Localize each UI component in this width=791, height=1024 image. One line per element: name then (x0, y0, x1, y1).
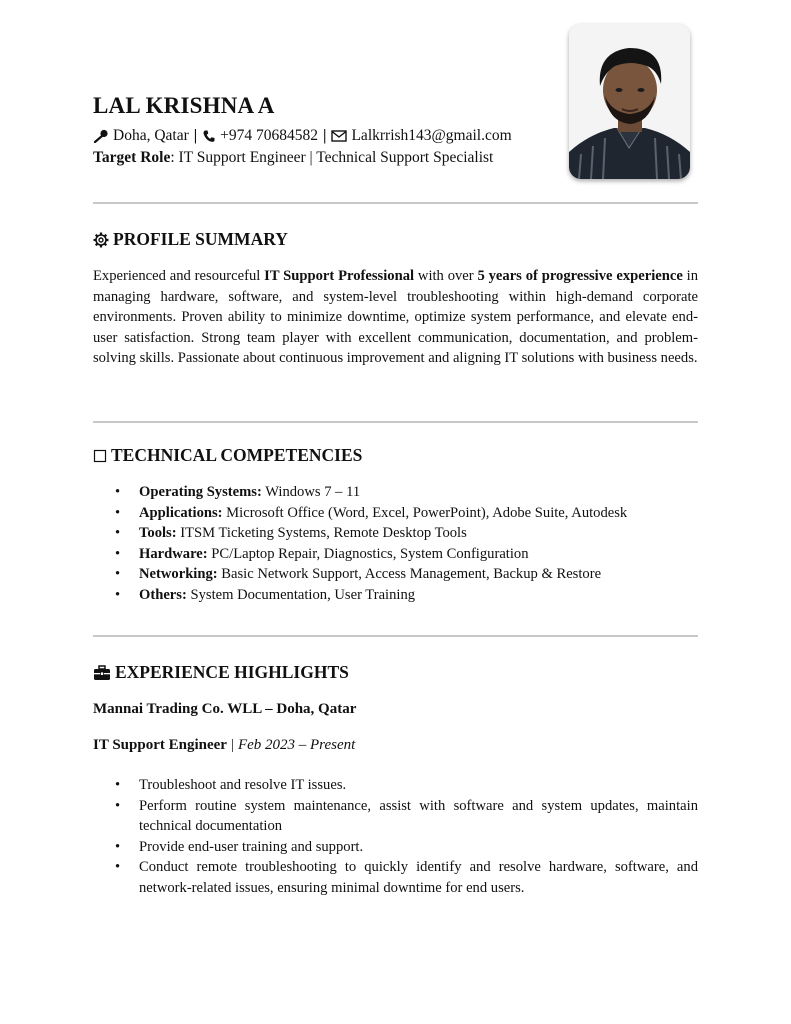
item-label: Applications: (139, 504, 223, 521)
competencies-list (93, 482, 698, 606)
item-label: Tools: (139, 525, 177, 542)
list-item (93, 482, 698, 503)
email-link[interactable]: Lalkrrish143@gmail.com (351, 127, 512, 144)
divider (93, 421, 698, 423)
summary-bold: 5 years of progressive experience (477, 268, 683, 284)
location-pin-icon (93, 129, 109, 143)
location-text: Doha, Qatar (113, 127, 189, 144)
candidate-name: LAL KRISHNA A (93, 93, 275, 118)
divider (93, 202, 698, 204)
target-role-values: : IT Support Engineer | Technical Support Specialist (170, 149, 494, 166)
company-name: Mannai Trading Co. WLL – Doha, Qatar (93, 701, 357, 717)
separator: | (323, 127, 327, 144)
item-label: Hardware: (139, 545, 208, 562)
duties-list (93, 775, 698, 899)
item-value: PC/Laptop Repair, Diagnostics, System Configuration (207, 545, 529, 562)
list-item (93, 544, 698, 565)
list-item (93, 585, 698, 606)
list-item (93, 564, 698, 585)
gear-icon (93, 232, 109, 248)
summary-part: Experienced and resourceful (93, 268, 265, 284)
item-value: Microsoft Office (Word, Excel, PowerPoint), Adobe Suite, Autodesk (222, 504, 628, 521)
phone-text[interactable]: +974 70684582 (220, 127, 319, 144)
section-title-text: EXPERIENCE HIGHLIGHTS (115, 662, 349, 682)
profile-photo (569, 24, 690, 179)
contact-line (93, 127, 512, 145)
summary-part: with over (414, 268, 478, 284)
item-value: ITSM Ticketing Systems, Remote Desktop Tools (176, 525, 467, 542)
item-label: Networking: (139, 566, 218, 583)
section-title-text: TECHNICAL COMPETENCIES (111, 445, 363, 465)
list-item: • Conduct remote troubleshooting to quickly identify and resolve hardware, software, and network-related issues, ensuring minimal downtime for end users. (93, 857, 698, 898)
list-item: • Provide end-user training and support. (93, 837, 698, 858)
experience-highlights-heading (93, 662, 349, 683)
job-title: IT Support Engineer (93, 737, 227, 753)
target-role-line (93, 149, 493, 167)
section-title-text: PROFILE SUMMARY (113, 229, 288, 249)
separator: | (193, 127, 198, 144)
item-value: System Documentation, User Training (186, 586, 416, 603)
phone-icon (202, 129, 216, 143)
profile-summary-heading (93, 229, 288, 250)
item-value: Windows 7 – 11 (261, 484, 361, 500)
item-label: Operating Systems: (139, 484, 262, 500)
job-period: Feb 2023 – Present (237, 737, 356, 753)
item-label: Others: (139, 586, 187, 603)
envelope-icon (331, 130, 347, 142)
item-value: Basic Network Support, Access Management, Backup & Restore (217, 566, 602, 583)
briefcase-icon (93, 665, 111, 681)
profile-photo-illustration (569, 24, 690, 179)
separator: | (230, 737, 234, 753)
list-item: • Perform routine system maintenance, assist with software and system updates, maintain technical documentation (93, 796, 698, 837)
divider (93, 635, 698, 637)
list-item (93, 523, 698, 544)
role-line (93, 737, 355, 754)
empty-box-icon (93, 449, 107, 463)
profile-summary-text (93, 266, 698, 369)
technical-competencies-heading (93, 445, 362, 466)
list-item (93, 503, 698, 524)
summary-part: in managing hardware, software, and system-level troubleshooting within high-demand corporate environments. Proven ability to minimize downtime, optimize system performance, and elevate end-user satisfaction. Strong team player with excellent communication, documentation, and problem-solving skills. Passionate about continuous improvement and aligning IT solutions with business needs. (93, 268, 698, 367)
list-item: • Troubleshoot and resolve IT issues. (93, 775, 698, 796)
target-role-label: Target Role (93, 149, 171, 166)
summary-bold: IT Support Professional (264, 268, 415, 284)
